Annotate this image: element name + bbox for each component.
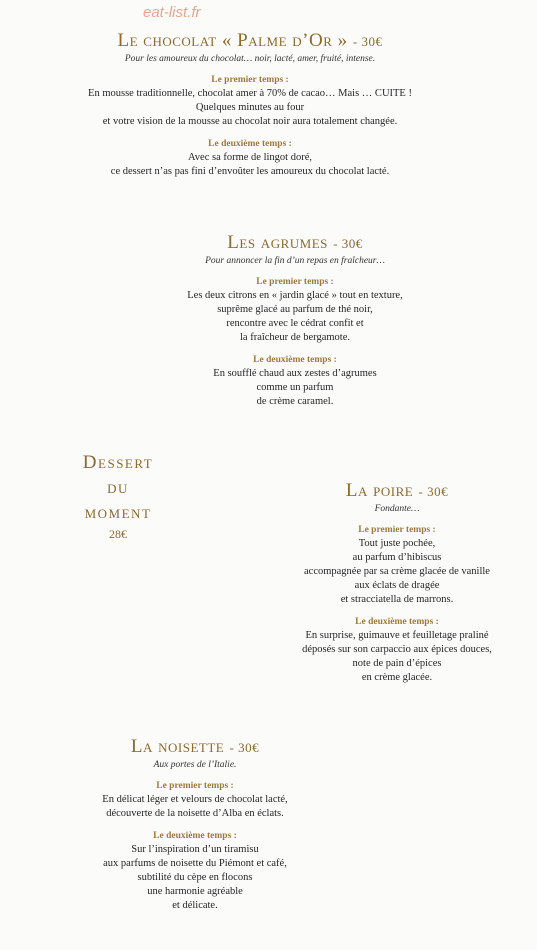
description-line: déposés sur son carpaccio aux épices douces, <box>302 644 492 655</box>
description-line: En mousse traditionnelle, chocolat amer à 70% de cacao… Mais … CUITE ! <box>88 88 412 99</box>
description-line: aux parfums de noisette du Piémont et café, <box>103 858 287 869</box>
description-line: découverte de la noisette d’Alba en éclats. <box>106 808 284 819</box>
dessert-title: La poire - 30€ <box>345 480 449 501</box>
second-time-label: Le deuxième temps : <box>153 831 237 841</box>
moment-line-2: du <box>107 477 129 498</box>
first-time-label: Le premier temps : <box>256 277 334 287</box>
dessert-agrumes <box>165 232 425 409</box>
description-line: et stracciatella de marrons. <box>340 594 454 605</box>
description-line: accompagnée par sa crème glacée de vanille <box>304 566 490 577</box>
dessert-subtitle: Aux portes de l’Italie. <box>153 760 237 770</box>
second-time-label: Le deuxième temps : <box>355 617 439 627</box>
description-line: au parfum d’hibiscus <box>352 552 442 563</box>
dessert-subtitle: Pour les amoureux du chocolat… noir, lacté, amer, fruité, intense. <box>124 54 376 64</box>
description-line: Avec sa forme de lingot doré, <box>187 152 312 163</box>
dessert-du-moment <box>72 450 164 543</box>
description-line: et délicate. <box>172 900 218 911</box>
dessert-chocolat <box>20 30 480 179</box>
first-time-label: Le premier temps : <box>358 525 436 535</box>
description-line: ce dessert n’as pas fini d’envoûter les amoureux du chocolat lacté. <box>110 166 390 177</box>
description-line: En soufflé chaud aux zestes d’agrumes <box>213 368 377 379</box>
dessert-price: - 30€ <box>352 34 383 49</box>
description-line: en crème glacée. <box>361 672 433 683</box>
description-line: rencontre avec le cédrat confit et <box>226 318 364 329</box>
description-line: de crème caramel. <box>256 396 334 407</box>
dessert-price: - 30€ <box>229 740 260 755</box>
description-line: Tout juste pochée, <box>358 538 436 549</box>
dessert-title: Les agrumes - 30€ <box>227 232 363 253</box>
description-line: En surprise, guimauve et feuilletage praliné <box>305 630 489 641</box>
description-line: suprême glacé au parfum de thé noir, <box>217 304 373 315</box>
first-time-label: Le premier temps : <box>211 75 289 85</box>
moment-price: 28€ <box>109 527 127 541</box>
description-line: subtilité du cèpe en flocons <box>137 872 253 883</box>
second-time-label: Le deuxième temps : <box>253 355 337 365</box>
dessert-subtitle: Pour annoncer la fin d’un repas en fraîcheur… <box>205 256 385 266</box>
dessert-noisette <box>70 736 320 913</box>
watermark: eat-list.fr <box>143 4 201 21</box>
description-line: Quelques minutes au four <box>195 102 305 113</box>
description-line: la fraîcheur de bergamote. <box>240 332 350 343</box>
dessert-title: Le chocolat « Palme d’Or » - 30€ <box>117 30 383 51</box>
description-line: Sur l’inspiration d’un tiramisu <box>131 844 259 855</box>
dessert-price: - 30€ <box>333 236 363 251</box>
description-line: une harmonie agréable <box>147 886 243 897</box>
description-line: comme un parfum <box>256 382 334 393</box>
description-line: En délicat léger et velours de chocolat lacté, <box>102 794 288 805</box>
description-line: et votre vision de la mousse au chocolat noir aura totalement changée. <box>102 116 398 127</box>
moment-line-1: Dessert <box>82 452 154 473</box>
first-time-label: Le premier temps : <box>156 781 234 791</box>
description-line: aux éclats de dragée <box>354 580 440 591</box>
second-time-label: Le deuxième temps : <box>208 139 292 149</box>
dessert-title: La noisette - 30€ <box>130 736 260 757</box>
moment-line-3: moment <box>84 502 152 523</box>
dessert-price: - 30€ <box>418 484 449 499</box>
description-line: note de pain d’épices <box>352 658 442 669</box>
description-line: Les deux citrons en « jardin glacé » tout en texture, <box>187 290 403 301</box>
dessert-poire <box>277 480 517 685</box>
dessert-subtitle: Fondante… <box>374 504 420 514</box>
